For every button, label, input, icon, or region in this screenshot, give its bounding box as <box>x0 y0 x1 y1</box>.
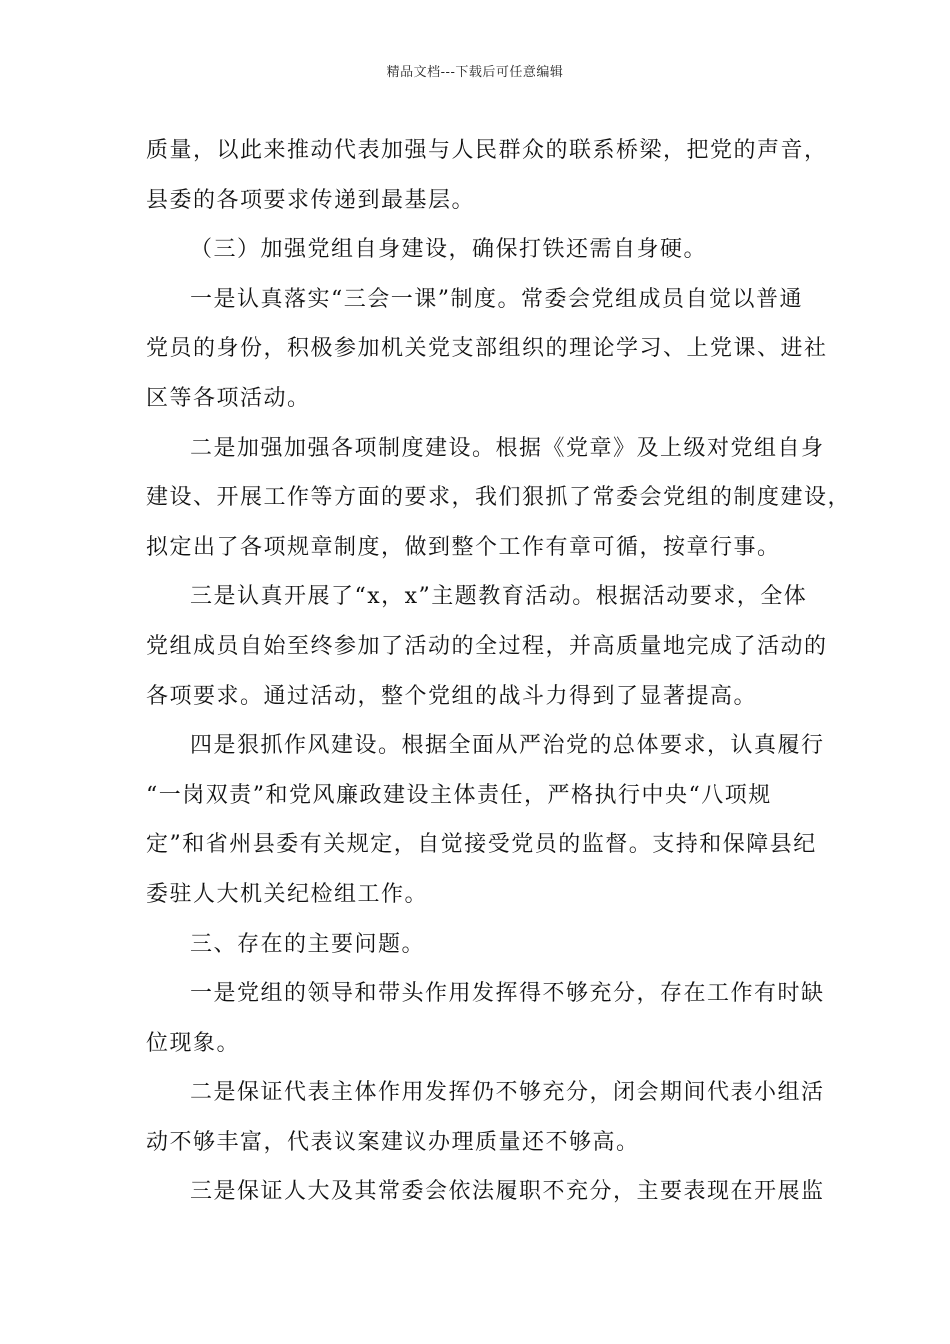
text-line: 一是认真落实“三会一课”制度。常委会党组成员自觉以普通 <box>190 286 803 312</box>
text-line: 党员的身份，积极参加机关党支部组织的理论学习、上党课、进社 <box>146 336 828 362</box>
text-line: 党组成员自始至终参加了活动的全过程，并高质量地完成了活动的 <box>146 633 828 659</box>
text-line: 定”和省州县委有关规定，自觉接受党员的监督。支持和保障县纪 <box>146 832 817 858</box>
text-line: 县委的各项要求传递到最基层。 <box>146 187 476 213</box>
text-line: 三是认真开展了“x，x”主题教育活动。根据活动要求，全体 <box>190 584 808 610</box>
text-line: 三是保证人大及其常委会依法履职不充分，主要表现在开展监 <box>190 1179 825 1205</box>
text-line: 二是保证代表主体作用发挥仍不够充分，闭会期间代表小组活 <box>190 1080 825 1106</box>
text-line: “一岗双责”和党风廉政建设主体责任，严格执行中央“八项规 <box>146 782 772 808</box>
text-line: 位现象。 <box>146 1030 241 1056</box>
text-line: 质量，以此来推动代表加强与人民群众的联系桥梁，把党的声音， <box>146 138 828 163</box>
text-line: 建设、开展工作等方面的要求，我们狠抓了常委会党组的制度建设， <box>146 485 852 511</box>
text-line: 四是狠抓作风建设。根据全面从严治党的总体要求，认真履行 <box>190 733 825 759</box>
page-header: 精品文档---下载后可任意编辑 <box>386 65 564 80</box>
document-body <box>146 126 852 1217</box>
text-line: 区等各项活动。 <box>146 385 311 411</box>
text-line: 各项要求。通过活动，整个党组的战斗力得到了显著提高。 <box>146 683 758 709</box>
text-line: 二是加强加强各项制度建设。根据《党章》及上级对党组自身 <box>190 435 825 461</box>
text-line: 动不够丰富，代表议案建议办理质量还不够高。 <box>146 1129 640 1155</box>
section-heading: （三）加强党组自身建设，确保打铁还需自身硬。 <box>190 237 708 263</box>
text-line: 拟定出了各项规章制度，做到整个工作有章可循，按章行事。 <box>146 534 781 560</box>
text-line: 委驻人大机关纪检组工作。 <box>146 881 429 907</box>
text-line: 一是党组的领导和带头作用发挥得不够充分，存在工作有时缺 <box>190 981 825 1007</box>
section-heading: 三、存在的主要问题。 <box>190 931 426 957</box>
